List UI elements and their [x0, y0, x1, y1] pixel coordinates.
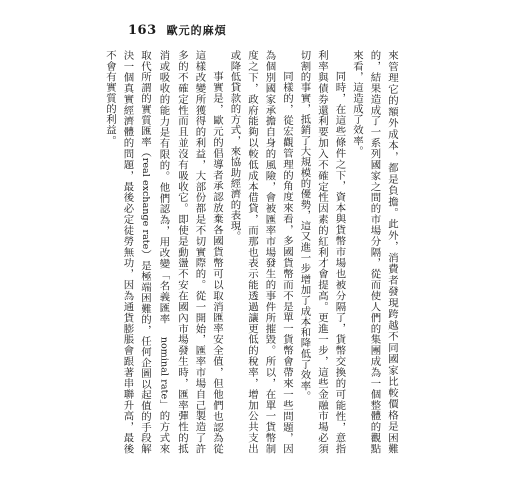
- paragraph: [348, 50, 401, 454]
- paragraph: [295, 50, 348, 454]
- latin-term: nominal rate: [158, 336, 170, 400]
- paragraph: [225, 50, 295, 454]
- paragraph-text: ）是極端困難的，任何企圖以起值的手段解決一個真實經濟體的問題，最後必定徒勞無功，因為通貨膨脹會跟著串聯升高，最後不會有實質的利益。: [104, 50, 151, 454]
- paragraph-text: 事實是，歐元的倡導者承認放棄各國貨幣可以取消匯率安全值，但他們也認為從這樣改變所獲得的利益，大部份都是不切實際的。從一開始，匯率市場自己製造了許多的不確定性而且並沒有吸收它。即使是動盪不安在國內市場發生時，匯率彈性的抵消或吸收的能力是有限的。他們認為，用改變「名義匯率: [157, 50, 223, 454]
- body-text: [104, 50, 400, 454]
- page-number: 163: [128, 23, 157, 38]
- page-header: [128, 22, 227, 38]
- paragraph-text: 來管理它的額外成本，都是負擔。此外，消費者發現跨越不同國家比較價格是困難的，結果造成了一系列國家之間的市場分隔，從而使人們的集團成為一個整體的觀點來看，這造成了效率。: [351, 50, 398, 454]
- paragraph-text: 同時，在這些條件之下，資本與貨幣市場也被分隔了，貨幣交換的可能性，意指利率與債券還利要加入不確定性因素的紅利才會提高。更進一步，這些金融市場必須切割的事實，抵銷了大規模的優勢，這又進一步增加了成本和降低了效率。: [298, 50, 346, 454]
- paragraph-text: 同樣的，從宏觀管理的角度來看，多國貨幣而不是單一貨幣會帶來一些問題，因為個別國家承擔自身的風險，會被匯率市場發生的事件所摧毀。所以，在單一貨幣制度之下，政府能夠以較低成本借貸，而那也表示能透過讓更低的稅率，增加公共支出或降低貸款的方式，來協助經濟的表現。: [228, 50, 293, 454]
- paragraph-text: 」的方式來取代所謂的實質匯率（: [139, 50, 170, 454]
- running-title: 歐元的麻煩: [166, 24, 227, 37]
- latin-term: real exchange rate: [140, 157, 151, 250]
- paragraph: [101, 50, 226, 454]
